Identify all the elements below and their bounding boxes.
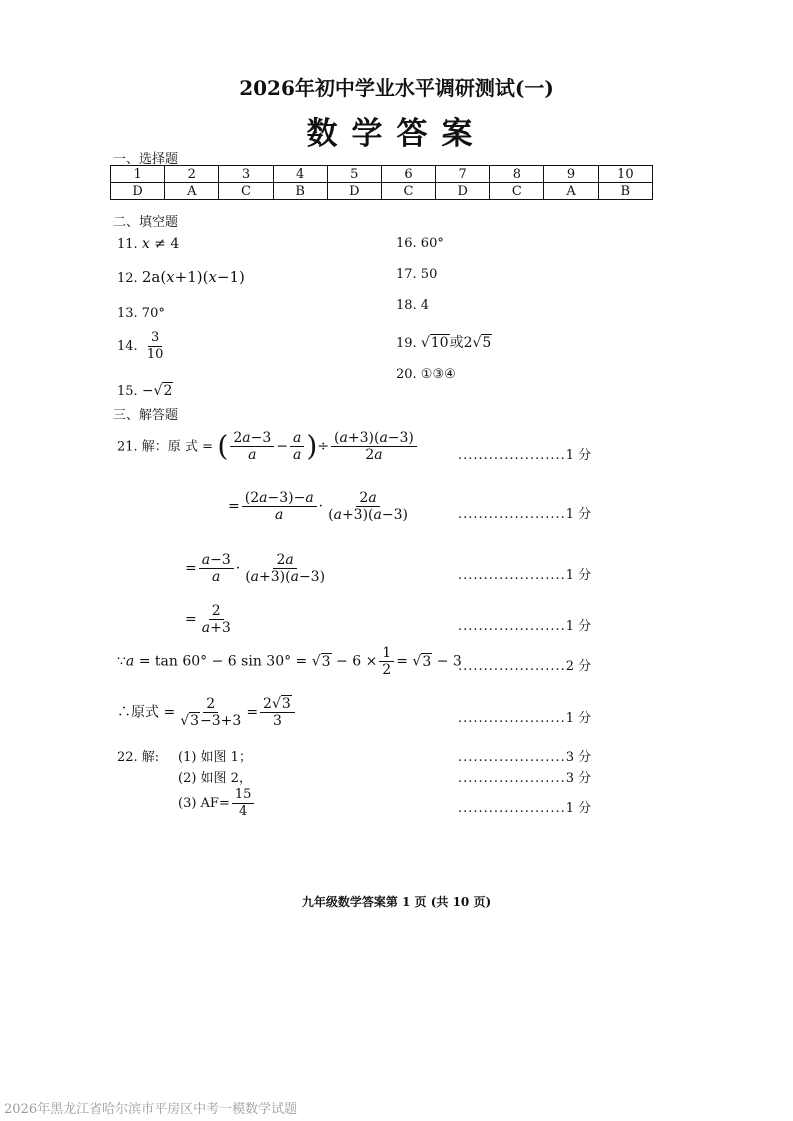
choice-number: 4 (273, 166, 327, 183)
q22-score-1: .....................3 分 (458, 750, 592, 765)
choice-number-row (111, 166, 653, 183)
q22-part-3-label: (3) AF= (178, 796, 230, 811)
answer-13: 13. 70° (117, 306, 165, 321)
watermark: 2026年黑龙江省哈尔滨市平房区中考一模数学试题 (4, 1102, 298, 1117)
choice-answer: C (381, 183, 435, 200)
answer-14-fraction: $\frac{3}{10}$ (146, 330, 164, 362)
answer-12-expr: 2a(x+1)(x−1) (141, 268, 245, 286)
answer-11-expr: x ≠ 4 (141, 236, 180, 252)
choice-answer: B (273, 183, 327, 200)
q21-step-4: = $\frac{2}{a+3}$ (185, 603, 231, 636)
q22-part-3-numerator: 15 (232, 787, 255, 804)
answer-15-expr: −√2 (141, 383, 173, 399)
choice-answer: A (544, 183, 598, 200)
answer-12-label: 12. (117, 271, 138, 286)
answer-11-label: 11. (117, 237, 138, 252)
choice-answer: A (165, 183, 219, 200)
q21-score-6: .....................1 分 (458, 711, 592, 726)
page-footer: 九年级数学答案第 1 页 (共 10 页) (301, 895, 492, 909)
answer-12 (117, 268, 245, 286)
page-subtitle: 数学答案 (306, 116, 487, 152)
choice-answer: D (436, 183, 490, 200)
choice-number: 8 (490, 166, 544, 183)
choice-number: 2 (165, 166, 219, 183)
q21-score-3: .....................1 分 (458, 568, 592, 583)
q21-step-2: = $\frac{(2a-3)-a}{a}$ · $\frac{2a}{(a+3)(a-3)}$ (228, 490, 408, 523)
section-choice-heading: 一、选择题 (113, 152, 179, 167)
q22-label: 22. 解: (117, 750, 160, 765)
answer-17: 17. 50 (396, 267, 438, 282)
section-fill-heading: 二、填空题 (113, 215, 179, 230)
answer-16: 16. 60° (396, 236, 444, 251)
answer-19-label: 19. (396, 336, 417, 351)
q22-part-3-denominator: 4 (238, 804, 248, 819)
answer-14 (117, 330, 168, 363)
answer-19 (396, 332, 492, 352)
q21-score-5: .....................2 分 (458, 659, 592, 674)
q22-part-1: (1) 如图 1； (178, 750, 252, 765)
since-symbol: ∵ (117, 653, 126, 670)
choice-number: 6 (381, 166, 435, 183)
answer-19-expr: √10或2√5 (420, 335, 492, 351)
q21-step-3: = $\frac{a-3}{a}$ · $\frac{2a}{(a+3)(a-3)}$ (185, 552, 326, 585)
section-solve-heading: 三、解答题 (113, 408, 179, 423)
q21-step-1: 21. 解：原 式 = ( $\frac{2a-3}{a}$ − $\frac{a}{a}$ )÷ $\frac{(a+3)(a-3)}{2a}$ (117, 430, 419, 463)
q21-score-1: .....................1 分 (458, 448, 592, 463)
q21-score-4: .....................1 分 (458, 619, 592, 634)
choice-answer: D (327, 183, 381, 200)
q22-score-2: .....................3 分 (458, 771, 592, 786)
q22-score-3: .....................1 分 (458, 801, 592, 816)
q22-part-2: (2) 如图 2， (178, 771, 252, 786)
answer-15 (117, 383, 173, 399)
choice-number: 3 (219, 166, 273, 183)
q22-part-3 (178, 787, 256, 820)
choice-answer: B (598, 183, 652, 200)
choice-number: 7 (436, 166, 490, 183)
q21-step-5: ∵a = tan 60° − 6 sin 30° = √3 − 6 × $\frac{1}{2}$ = √3 − 3 (117, 645, 462, 678)
choice-answer-row (111, 183, 653, 200)
answer-18: 18. 4 (396, 298, 430, 313)
choice-number: 1 (111, 166, 165, 183)
answer-15-label: 15. (117, 384, 138, 399)
choice-number: 5 (327, 166, 381, 183)
therefore-label: ∴原式 = (117, 704, 176, 721)
choice-number: 9 (544, 166, 598, 183)
answer-11 (117, 236, 179, 252)
choice-answer-table (110, 165, 653, 200)
q21-label: 21. 解：原 式 = (117, 439, 213, 455)
choice-answer: C (490, 183, 544, 200)
q21-step-6: ∴原式 = $\frac{2}{√3-3+3}$ = $\frac{2√3}{3}$ (117, 696, 297, 729)
page-title: 2026年初中学业水平调研测试(一) (239, 76, 554, 100)
answer-14-label: 14. (117, 339, 138, 354)
q21-score-2: .....................1 分 (458, 507, 592, 522)
choice-answer: C (219, 183, 273, 200)
answer-20: 20. ①③④ (396, 367, 456, 382)
choice-answer: D (111, 183, 165, 200)
choice-number: 10 (598, 166, 652, 183)
